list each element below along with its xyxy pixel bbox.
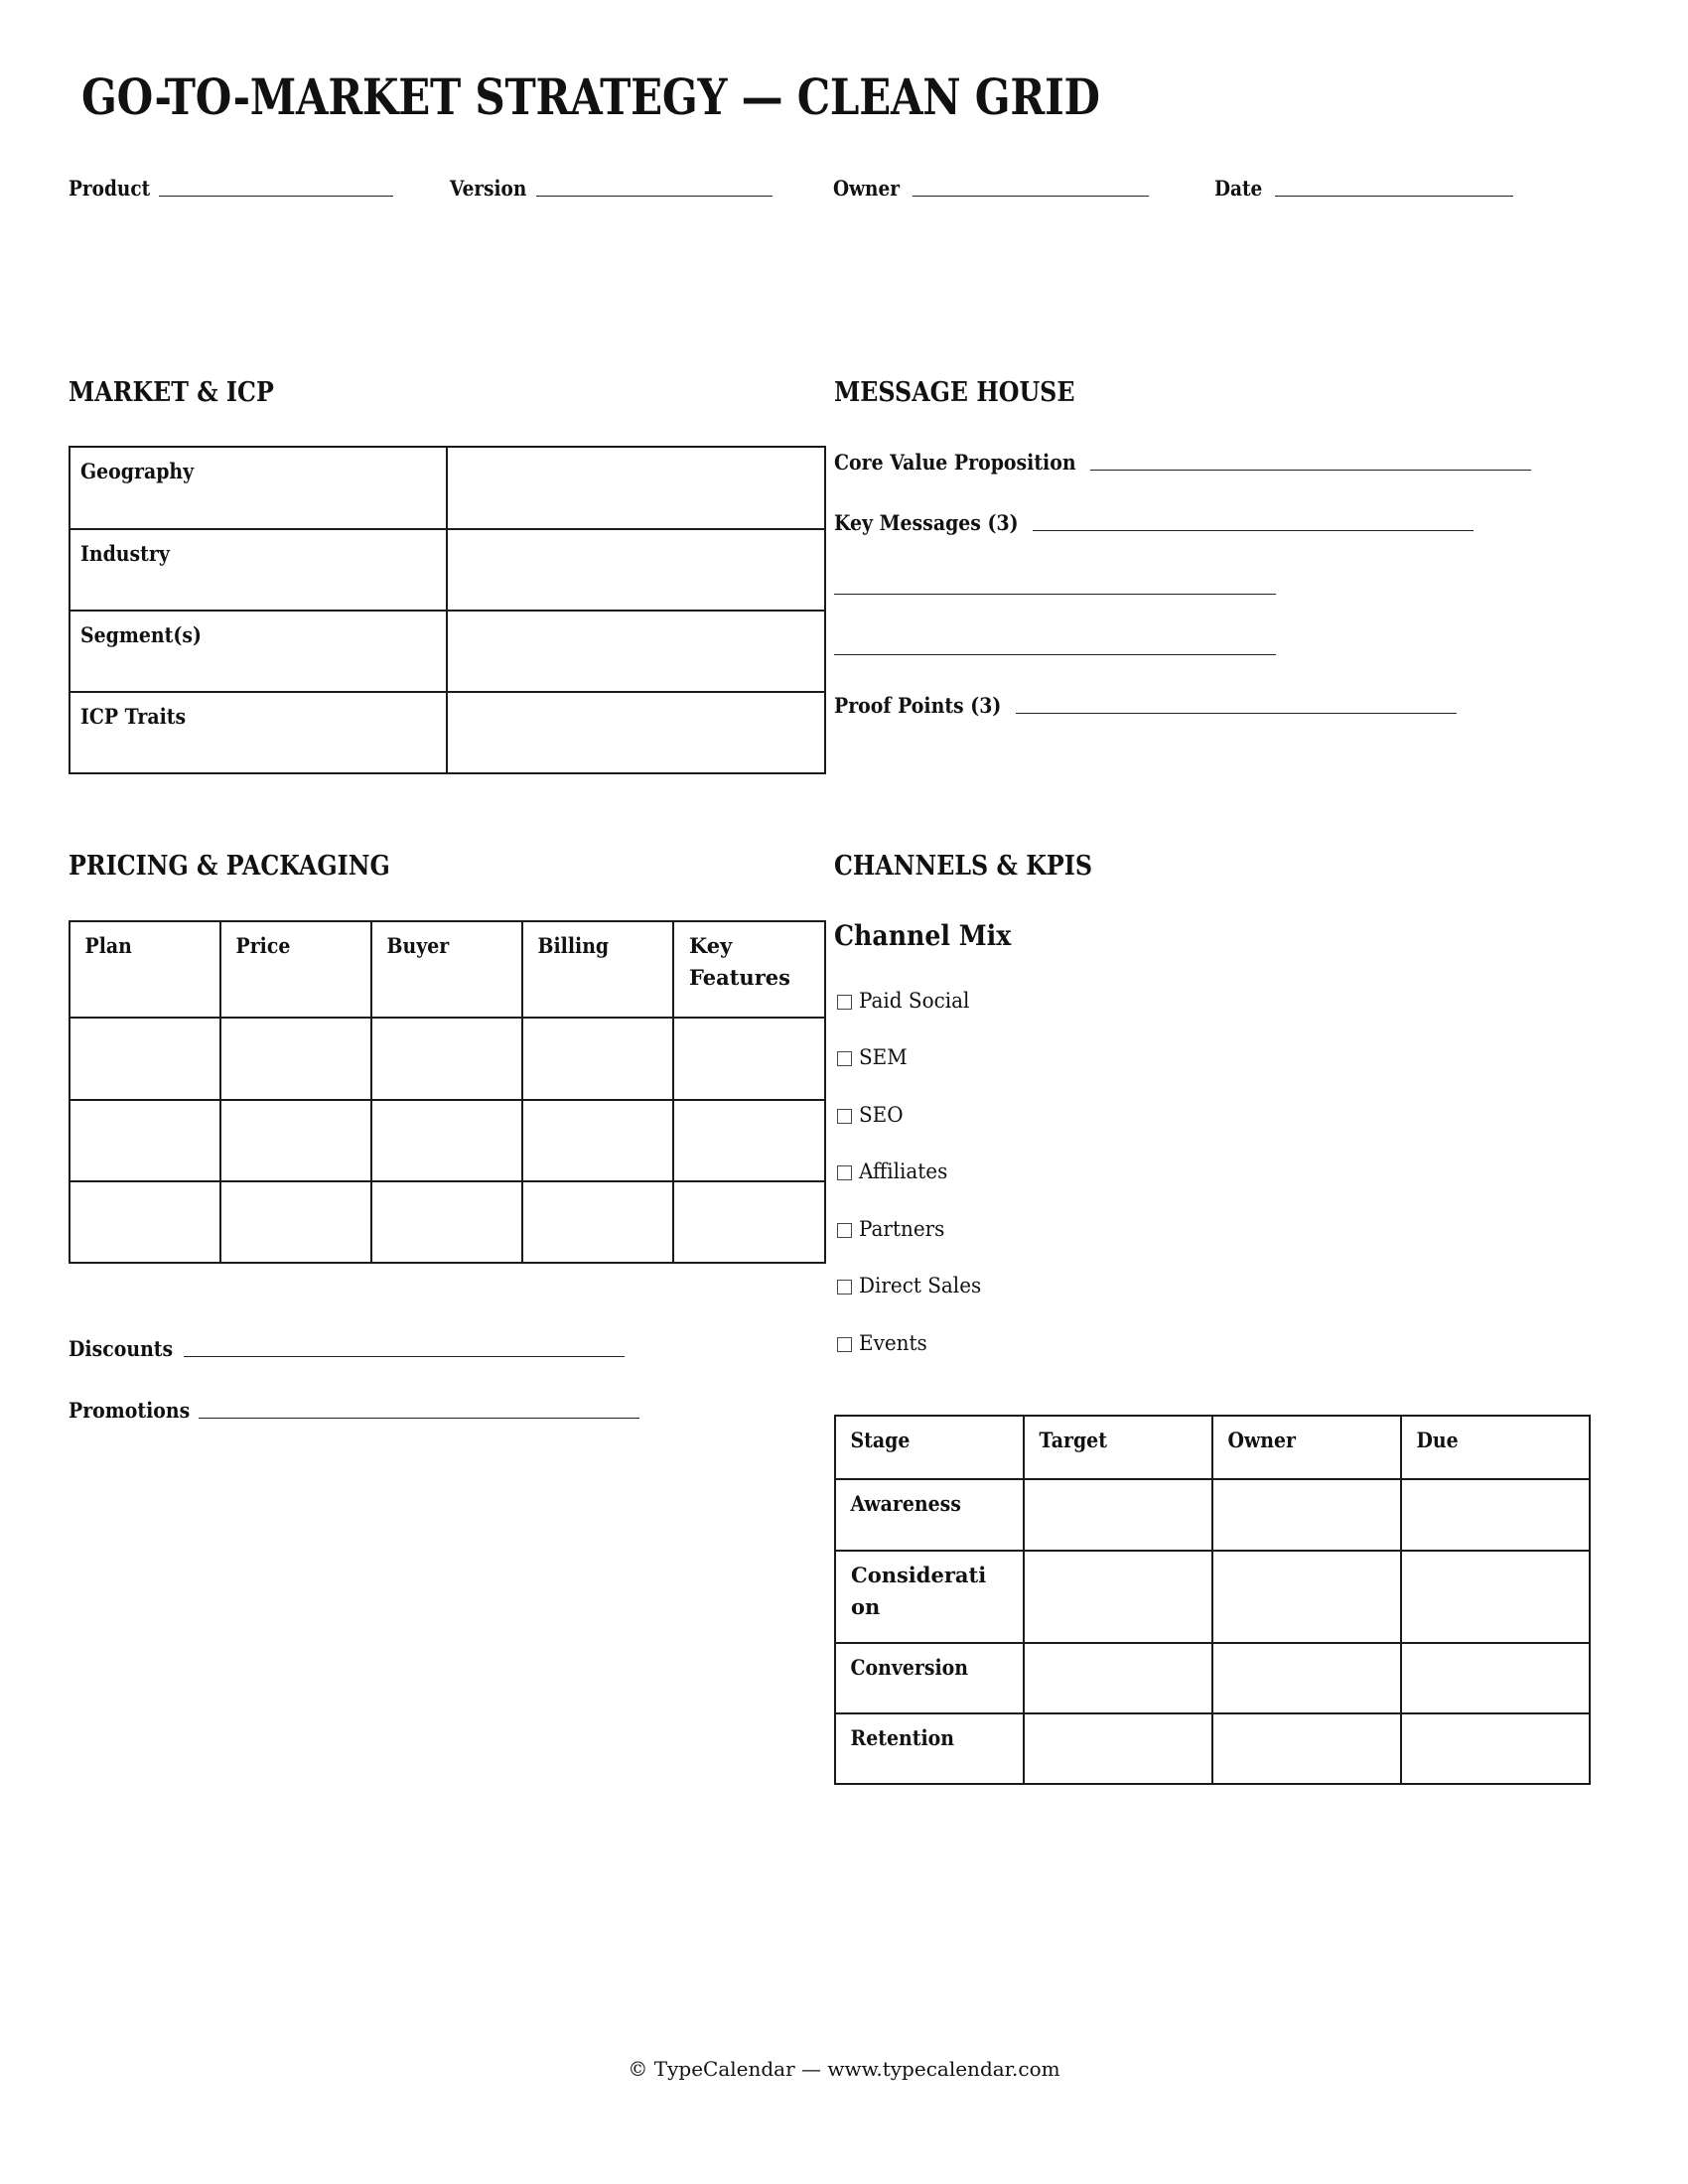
checkbox-icon[interactable] bbox=[837, 1109, 852, 1124]
version-field[interactable] bbox=[450, 171, 773, 201]
segments-label: Segment(s) bbox=[80, 622, 202, 647]
due-cell[interactable] bbox=[1401, 1479, 1590, 1551]
stage-cell: Consideration bbox=[835, 1551, 1024, 1643]
target-cell[interactable] bbox=[1024, 1643, 1212, 1713]
footer-copyright: © TypeCalendar — www.typecalendar.com bbox=[628, 2057, 1060, 2081]
owner-cell[interactable] bbox=[1212, 1551, 1401, 1643]
table-row bbox=[70, 1181, 825, 1263]
plan-cell[interactable] bbox=[70, 1100, 220, 1181]
channel-checkbox-sem[interactable] bbox=[837, 1042, 910, 1072]
owner-cell[interactable] bbox=[1212, 1479, 1401, 1551]
plan-cell[interactable] bbox=[70, 1018, 220, 1100]
checkbox-icon[interactable] bbox=[837, 1165, 852, 1180]
icp-traits-label: ICP Traits bbox=[80, 704, 187, 729]
geography-label: Geography bbox=[80, 459, 195, 483]
industry-input-cell[interactable] bbox=[447, 529, 825, 611]
table-row bbox=[70, 529, 825, 611]
channel-mix-title: Channel Mix bbox=[834, 919, 1012, 952]
table-header-row bbox=[70, 921, 825, 1018]
channel-checkbox-partners[interactable] bbox=[837, 1214, 949, 1244]
buyer-cell[interactable] bbox=[371, 1181, 522, 1263]
billing-cell[interactable] bbox=[522, 1100, 673, 1181]
product-label: Product bbox=[69, 176, 151, 201]
industry-label-cell bbox=[70, 529, 447, 611]
date-field[interactable] bbox=[1214, 171, 1513, 201]
stage-cell: Conversion bbox=[835, 1643, 1024, 1713]
channel-checkbox-seo[interactable] bbox=[837, 1100, 906, 1130]
stage-cell: Retention bbox=[835, 1713, 1024, 1784]
version-input-line[interactable] bbox=[536, 195, 773, 197]
buyer-cell[interactable] bbox=[371, 1018, 522, 1100]
owner-field[interactable] bbox=[833, 171, 1149, 201]
key-features-cell[interactable] bbox=[673, 1181, 825, 1263]
icp-traits-input-cell[interactable] bbox=[447, 692, 825, 773]
column-header-price: Price bbox=[220, 921, 371, 1018]
product-input-line[interactable] bbox=[159, 195, 393, 197]
column-header-due: Due bbox=[1401, 1416, 1590, 1479]
channel-checkbox-direct-sales[interactable] bbox=[837, 1271, 988, 1300]
channel-checkbox-paid-social[interactable] bbox=[837, 986, 975, 1016]
column-header-target: Target bbox=[1024, 1416, 1212, 1479]
table-row bbox=[70, 1018, 825, 1100]
promotions-field[interactable] bbox=[69, 1393, 639, 1423]
channel-label: Direct Sales bbox=[859, 1274, 982, 1297]
checkbox-icon[interactable] bbox=[837, 995, 852, 1010]
column-header-plan: Plan bbox=[70, 921, 220, 1018]
column-header-stage: Stage bbox=[835, 1416, 1024, 1479]
channel-label: SEO bbox=[859, 1103, 904, 1127]
channel-checkbox-affiliates[interactable] bbox=[837, 1157, 952, 1186]
date-label: Date bbox=[1214, 176, 1263, 201]
due-cell[interactable] bbox=[1401, 1643, 1590, 1713]
kpi-table bbox=[834, 1415, 1591, 1785]
pricing-packaging-heading: PRICING & PACKAGING bbox=[69, 851, 390, 882]
version-label: Version bbox=[450, 176, 527, 201]
promotions-line[interactable] bbox=[199, 1417, 639, 1419]
channel-label: Partners bbox=[859, 1217, 945, 1241]
market-icp-table bbox=[69, 446, 826, 774]
page-title: GO-TO-MARKET STRATEGY — CLEAN GRID bbox=[81, 68, 1100, 126]
table-header-row bbox=[835, 1416, 1590, 1479]
due-cell[interactable] bbox=[1401, 1713, 1590, 1784]
column-header-owner: Owner bbox=[1212, 1416, 1401, 1479]
proof-points-line[interactable] bbox=[1016, 712, 1457, 714]
owner-cell[interactable] bbox=[1212, 1713, 1401, 1784]
key-messages-line-2[interactable] bbox=[834, 593, 1276, 595]
table-row bbox=[835, 1643, 1590, 1713]
target-cell[interactable] bbox=[1024, 1479, 1212, 1551]
plan-cell[interactable] bbox=[70, 1181, 220, 1263]
geography-label-cell bbox=[70, 447, 447, 529]
segments-label-cell bbox=[70, 611, 447, 692]
key-features-cell[interactable] bbox=[673, 1018, 825, 1100]
table-row bbox=[835, 1713, 1590, 1784]
channels-kpis-heading: CHANNELS & KPIS bbox=[834, 851, 1092, 882]
discounts-line[interactable] bbox=[184, 1355, 625, 1357]
key-messages-line-3[interactable] bbox=[834, 653, 1276, 655]
checkbox-icon[interactable] bbox=[837, 1223, 852, 1238]
key-messages-line-3-field[interactable] bbox=[834, 629, 1276, 659]
billing-cell[interactable] bbox=[522, 1018, 673, 1100]
key-features-cell[interactable] bbox=[673, 1100, 825, 1181]
date-input-line[interactable] bbox=[1275, 195, 1513, 197]
pricing-table bbox=[69, 920, 826, 1264]
table-row bbox=[835, 1479, 1590, 1551]
promotions-label: Promotions bbox=[69, 1398, 191, 1423]
billing-cell[interactable] bbox=[522, 1181, 673, 1263]
market-icp-heading: MARKET & ICP bbox=[69, 377, 274, 408]
core-value-proposition-line[interactable] bbox=[1090, 469, 1531, 471]
due-cell[interactable] bbox=[1401, 1551, 1590, 1643]
target-cell[interactable] bbox=[1024, 1551, 1212, 1643]
price-cell[interactable] bbox=[220, 1181, 371, 1263]
column-header-billing: Billing bbox=[522, 921, 673, 1018]
key-messages-field[interactable] bbox=[834, 505, 1474, 535]
key-messages-line-2-field[interactable] bbox=[834, 569, 1276, 599]
proof-points-label: Proof Points (3) bbox=[834, 693, 1002, 718]
owner-input-line[interactable] bbox=[913, 195, 1149, 197]
segments-input-cell[interactable] bbox=[447, 611, 825, 692]
owner-label: Owner bbox=[833, 176, 900, 201]
product-field[interactable] bbox=[69, 171, 393, 201]
proof-points-field[interactable] bbox=[834, 688, 1457, 718]
core-value-proposition-label: Core Value Proposition bbox=[834, 450, 1076, 475]
checkbox-icon[interactable] bbox=[837, 1051, 852, 1066]
channel-label: Affiliates bbox=[859, 1160, 948, 1183]
table-row bbox=[835, 1551, 1590, 1643]
stage-cell: Awareness bbox=[835, 1479, 1024, 1551]
column-header-key-features: Key Features bbox=[673, 921, 825, 1018]
discounts-label: Discounts bbox=[69, 1336, 174, 1361]
column-header-buyer: Buyer bbox=[371, 921, 522, 1018]
checkbox-icon[interactable] bbox=[837, 1337, 852, 1352]
core-value-proposition-field[interactable] bbox=[834, 445, 1531, 475]
discounts-field[interactable] bbox=[69, 1331, 625, 1361]
key-messages-label: Key Messages (3) bbox=[834, 510, 1019, 535]
price-cell[interactable] bbox=[220, 1018, 371, 1100]
industry-label: Industry bbox=[80, 541, 170, 566]
target-cell[interactable] bbox=[1024, 1713, 1212, 1784]
table-row bbox=[70, 611, 825, 692]
price-cell[interactable] bbox=[220, 1100, 371, 1181]
channel-label: SEM bbox=[859, 1045, 908, 1069]
channel-checkbox-events[interactable] bbox=[837, 1328, 930, 1358]
channel-label: Events bbox=[859, 1331, 927, 1355]
message-house-heading: MESSAGE HOUSE bbox=[834, 377, 1075, 408]
checkbox-icon[interactable] bbox=[837, 1280, 852, 1295]
table-row bbox=[70, 1100, 825, 1181]
geography-input-cell[interactable] bbox=[447, 447, 825, 529]
channel-label: Paid Social bbox=[859, 989, 970, 1013]
buyer-cell[interactable] bbox=[371, 1100, 522, 1181]
key-messages-line-1[interactable] bbox=[1033, 529, 1474, 531]
table-row bbox=[70, 692, 825, 773]
icp-traits-label-cell bbox=[70, 692, 447, 773]
table-row bbox=[70, 447, 825, 529]
owner-cell[interactable] bbox=[1212, 1643, 1401, 1713]
